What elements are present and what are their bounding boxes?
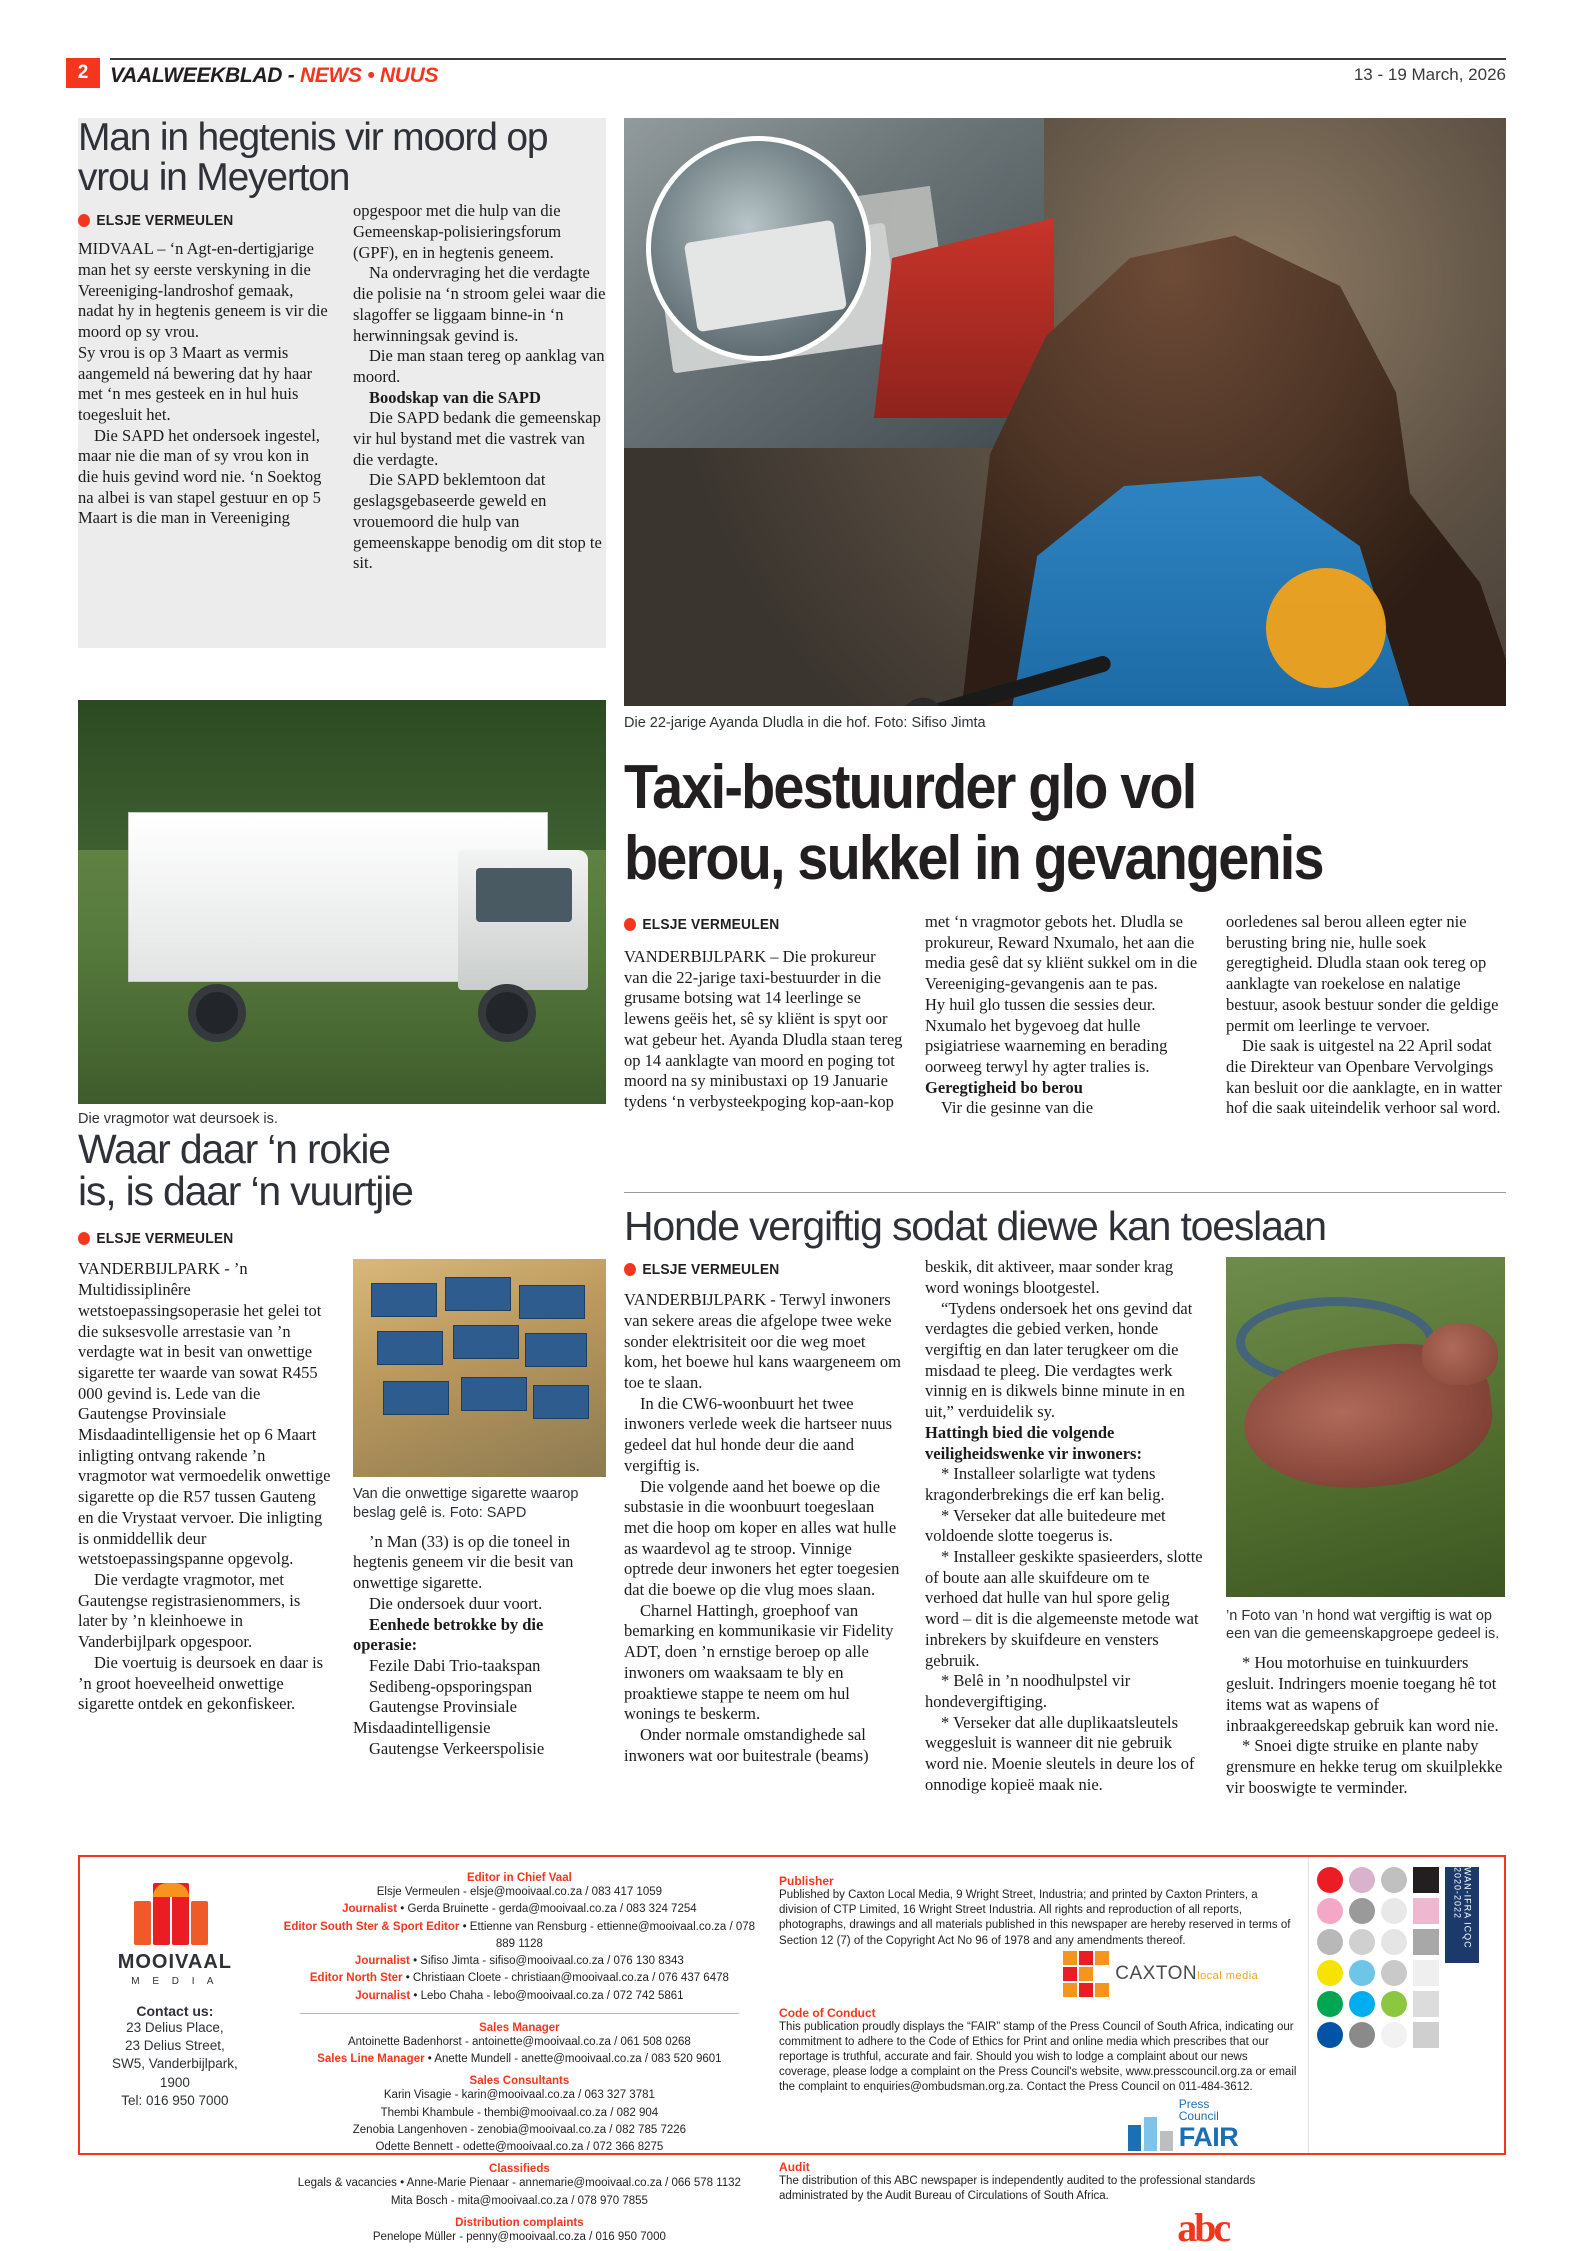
press-council-fair: FAIR <box>1178 2121 1239 2152</box>
footer-conduct-heading: Code of Conduct <box>779 2005 876 2020</box>
article-4-tip-3: * Installeer geskikte spasieerders, slotte of boute aan alle skuifdeure om te verhoed dat hulle van hul spore gelig word – dit is die algemeenste metode wat inbrekers by skuifdeure en vensters gebruik. <box>925 1547 1203 1670</box>
footer-audit-heading: Audit <box>779 2160 810 2175</box>
article-1-headline: Man in hegtenis vir moord op vrou in Meyerton <box>78 116 548 200</box>
cigarette-carton <box>453 1325 519 1359</box>
article-4-p6: beskik, dit aktiveer, maar sonder krag word wonings blootgestel. <box>925 1257 1174 1297</box>
footer-staff-text: • Anette Mundell - anette@mooivaal.co.za / 083 520 9601 <box>424 2053 722 2065</box>
footer-contact-line-1: 23 Delius Place, <box>126 2020 224 2035</box>
swatch-column <box>1317 1867 1343 2143</box>
article-2-p2: met ‘n vragmotor gebots het. Dludla se prokureur, Reward Nxumalo, het aan die media gesê dat sy kliënt sukkel om in die Vereeniging-gevangenis aan te pas. <box>925 912 1198 994</box>
article-1-subhead: Boodskap van die SAPD <box>369 387 541 407</box>
article-1-p5: Na ondervraging het die verdagte die polisie na ‘n stroom gelei waar die slagoffer se liggaam binne-in ‘n herwinningsak gevind is. <box>353 263 606 345</box>
cigarette-carton <box>371 1283 437 1317</box>
article-4-tip-6: * Hou motorhuise en tuinkuurders gesluit. Indringers moenie toegang hê tot items wat as wapens of inbraakgereedskap gebruik kan word nie. <box>1226 1653 1499 1735</box>
article-3-p2: Die verdagte vragmotor, met Gautengse registrasienommers, is later by ’n kleinhoewe in Vanderbijlpark opgespoor. <box>78 1569 301 1652</box>
cigarette-carton <box>377 1331 443 1365</box>
masthead-rule <box>110 58 1506 92</box>
article-4-photo-caption: ’n Foto van ’n hond wat vergiftig is wat op een van die gemeenskapgroepe gedeel is. <box>1226 1608 1500 1643</box>
article-3-photo-caption: Van die onwettige sigarette waarop beslag gelê is. Foto: SAPD <box>353 1486 579 1521</box>
colour-swatch <box>1349 1960 1375 1986</box>
bullet-icon <box>78 1232 90 1245</box>
article-1-column-2 <box>353 201 606 574</box>
article-4-headline: Honde vergiftig sodat diewe kan toeslaan <box>624 1203 1326 1249</box>
colour-swatch <box>1317 1929 1343 1955</box>
article-3-subhead: Eenhede betrokke by die operasie: <box>353 1614 544 1655</box>
mooivaal-logo-subtitle: M E D I A <box>131 1976 219 1987</box>
colour-swatch <box>1317 1991 1343 2017</box>
footer-staff-row <box>276 1884 763 1901</box>
footer-logo-block <box>80 1857 270 2153</box>
article-1-p7: Die SAPD bedank die gemeenskap vir hul bystand met die vastrek van die verdagte. <box>353 408 601 469</box>
colour-swatch <box>1317 1867 1343 1893</box>
footer-consultants-heading: Sales Consultants <box>469 2075 570 2088</box>
footer-staff-role: Editor North Ster <box>309 1972 403 1985</box>
colour-swatch <box>1349 1991 1375 2017</box>
article-2-divider <box>624 1192 1506 1193</box>
footer-staff-row <box>276 2051 763 2068</box>
footer-divider <box>300 2013 739 2014</box>
colour-swatch <box>1381 1867 1407 1893</box>
article-1-byline <box>78 212 564 229</box>
article-4-tip-4: * Belê in ’n noodhulpstel vir hondevergiftiging. <box>925 1671 1131 1711</box>
footer-contact-heading: Contact us: <box>136 2003 214 2019</box>
publication-title <box>110 64 438 88</box>
article-4-tip-2: * Verseker dat alle buitedeure met voldoende slotte toegerus is. <box>925 1505 1166 1546</box>
footer-contact-line-5: Tel: 016 950 7000 <box>121 2092 229 2108</box>
colour-swatch <box>1381 1991 1407 2017</box>
footer-staff-row: Thembi Khambule - thembi@mooivaal.co.za / 082 904 <box>380 2106 659 2119</box>
article-2-column-2 <box>925 912 1204 1119</box>
footer-staff-row: Karin Visagie - karin@mooivaal.co.za / 063 327 3781 <box>383 2089 655 2102</box>
article-4-column-1 <box>624 1290 903 1798</box>
article-4-tip-5: * Verseker dat alle duplikaatsleutels weggesluit is wanneer dit nie gebruik word nie. Moenie sleutels in deure los of onnodige kopieë maak nie. <box>925 1712 1195 1794</box>
footer-contact-line-4: 1900 <box>159 2074 190 2090</box>
article-1-p8: Die SAPD beklemtoon dat geslagsgebaseerde geweld en vrouemoord die hulp van gemeenskappe benodig om dit stop te sit. <box>353 470 602 573</box>
article-3-column-2 <box>353 1259 606 1759</box>
bullet-icon <box>624 918 636 931</box>
footer-sales-heading: Sales Manager <box>479 2021 560 2034</box>
article-4-p5: Onder normale omstandighede sal inwoners wat oor buitestrale (beams) <box>624 1724 869 1765</box>
publication-title-red: NEWS • NUUS <box>299 64 439 87</box>
article-1 <box>78 118 606 574</box>
colour-swatch <box>1317 2022 1343 2048</box>
article-1-p1: MIDVAAL – ‘n Agt-en-dertigjarige man het sy eerste verskyning in die Vereeniging-landroshof gemaak, nadat hy in hegtenis geneem is vir die moord op sy vrou. <box>78 239 328 342</box>
colour-swatch <box>1317 1898 1343 1924</box>
hero-photo-caption: Die 22-jarige Ayanda Dludla in die hof. Foto: Sifiso Jimta <box>624 715 986 731</box>
footer-staff-role: Sales Line Manager <box>317 2053 425 2065</box>
mooivaal-logo-icon <box>132 1871 218 1945</box>
footer-staff-row: Odette Bennett - odette@mooivaal.co.za / 072 366 8275 <box>375 2141 664 2153</box>
truck-photo <box>78 700 606 1104</box>
article-3-headline-line2: is, is daar ‘n vuurtjie <box>78 1168 413 1215</box>
poisoned-dog-photo <box>1226 1257 1505 1597</box>
article-3-column-2-text <box>353 1532 606 1760</box>
issue-date: 13 - 19 March, 2026 <box>1353 65 1506 84</box>
article-4-p4: Charnel Hattingh, groephoof van bemarking en kommunikasie vir Fidelity ADT, doen ’n ernstige beroep op alle inwoners om waaksaam te bly en proaktiewe stappe te neem om hul wonings te beskerm. <box>624 1600 894 1724</box>
footer-publisher-heading: Publisher <box>779 1874 834 1888</box>
article-3-unit-3: Gautengse Provinsiale Misdaadintelligensie <box>353 1697 518 1738</box>
article-3-headline-line1: Waar daar ‘n rokie <box>78 1126 390 1172</box>
colour-swatch <box>1413 1867 1439 1893</box>
article-1-p2: Sy vrou is op 3 Maart as vermis aangemeld ná bewering dat hy haar met ‘n mes gesteek en in hul huis toegesluit het. <box>78 342 313 424</box>
footer-staff-role: Editor South Ster & Sport Editor <box>283 1920 460 1933</box>
footer-audit-text: The distribution of this ABC newspaper is independently audited to the professional standards administrated by the Audit Bureau of Circulations of South Africa. <box>779 2175 1256 2203</box>
press-council-bars-icon <box>1128 2117 1173 2151</box>
article-1-p4: opgespoor met die hulp van die Gemeenskap-polisieringsforum (GPF), en in hegtenis geneem. <box>353 201 562 262</box>
article-4-p7: “Tydens ondersoek het ons gevind dat verdagtes die gebied verken, honde vergiftig en dan later terugkeer om die misdaad te pleeg. Die verdagtes werk vinnig en is dikwels binne minute in en uit,” verduidelik sy. <box>925 1298 1193 1422</box>
colour-swatch <box>1317 1960 1343 1986</box>
article-2-p1: VANDERBIJLPARK – Die prokureur van die 22-jarige taxi-bestuurder in die grusame botsing wat 14 leerlinge se lewens geëis het, sê sy kliënt is spyt oor wat gebeur het. Ayanda Dludla staan tereg op 14 aanklagte van moord en poging tot moord na sy minibustaxi op 19 Januarie tydens ‘n verbysteekpoging kop-aan-kop <box>624 947 903 1111</box>
article-4-tip-1: * Installeer solarligte wat tydens kragonderbrekings die erf kan belig. <box>925 1464 1165 1504</box>
hero-photo-inset-crash <box>646 136 871 361</box>
footer-staff-role: Journalist <box>342 1903 398 1916</box>
article-2-p3: Hy huil glo tussen die sessies deur. Nxumalo het bygevoeg dat hulle psigiatriese waarneming en berading oorweeg terwyl hy agter tralies is. <box>925 994 1168 1076</box>
mooivaal-logo-name: MOOIVAAL <box>117 1951 233 1973</box>
article-1-byline-name: ELSJE VERMEULEN <box>96 212 234 230</box>
footer-distribution-heading: Distribution complaints <box>455 2216 584 2229</box>
article-3-unit-1: Fezile Dabi Trio-taakspan <box>369 1655 541 1675</box>
article-2-column-1 <box>624 947 903 1119</box>
footer-staff-text: • Lebo Chaha - lebo@mooivaal.co.za / 072 742 5861 <box>410 1989 684 2002</box>
article-2-headline-line1: Taxi-bestuurder glo vol <box>624 753 1196 822</box>
footer-staff-row <box>276 2034 763 2051</box>
footer-colour-bar <box>1308 1857 1504 2153</box>
cigarette-carton <box>525 1333 587 1367</box>
cigarette-carton <box>519 1285 585 1319</box>
bullet-icon <box>78 214 90 227</box>
footer-staff-text: • Ettienne van Rensburg - ettienne@mooivaal.co.za / 078 889 1128 <box>459 1920 756 1950</box>
article-2-p4: Vir die gesinne van die <box>941 1098 1094 1118</box>
colour-swatch <box>1349 2022 1375 2048</box>
footer-staff-role: Journalist <box>354 1955 410 1967</box>
article-2-headline-line2: berou, sukkel in gevangenis <box>624 824 1323 893</box>
truck-photo-caption: Die vragmotor wat deursoek is. <box>78 1111 278 1127</box>
article-2-p5: oorledenes sal berou alleen egter nie berusting bring nie, hulle soek geregtigheid. Dludla staan ook tereg op aanklagte van roekelose en nalatige bestuur, asook bestuur sonder die geldige permit om leerlinge te vervoer. <box>1226 912 1499 1035</box>
footer-staff-row: Legals & vacancies • Anne-Marie Pienaar - annemarie@mooivaal.co.za / 066 578 1132 <box>297 2177 741 2190</box>
footer-staff-row: Penelope Müller - penny@mooivaal.co.za / 016 950 7000 <box>372 2230 666 2243</box>
abc-logo: abc <box>1177 2205 1229 2251</box>
footer-staff-text: • Sifiso Jimta - sifiso@mooivaal.co.za / 076 130 8343 <box>409 1955 684 1967</box>
article-3-p4: ’n Man (33) is op die toneel in hegtenis geneem vir die besit van onwettige sigarette. <box>353 1531 574 1593</box>
press-council-line-1: Press <box>1178 2096 1210 2111</box>
footer-staff-block <box>270 1857 769 2243</box>
article-3-p3: Die voertuig is deursoek en daar is ’n groot hoeveelheid onwettige sigarette ontdek en gekonfiskeer. <box>78 1652 324 1714</box>
footer-staff-row <box>276 1970 763 1987</box>
article-4-p1: VANDERBIJLPARK - Terwyl inwoners van sekere areas die afgelope twee weke sonder elektrisiteit oor die weg moet kom, het boewe hul kans waargeneem om toe te slaan. <box>624 1290 901 1393</box>
colour-swatch <box>1349 1898 1375 1924</box>
article-4-byline-name: ELSJE VERMEULEN <box>642 1261 780 1279</box>
footer-staff-row: Mita Bosch - mita@mooivaal.co.za / 078 970 7855 <box>390 2194 648 2207</box>
footer-legal-block <box>769 1857 1308 2251</box>
caxton-logo <box>779 1951 1258 1997</box>
swatch-column <box>1349 1867 1375 2143</box>
dog-photo-head <box>1422 1323 1498 1385</box>
footer-staff-role: Journalist <box>355 1989 411 2002</box>
footer-staff-row <box>276 1901 763 1918</box>
press-council-line-2: Council <box>1178 2109 1219 2124</box>
footer-staff-row <box>276 1919 763 1954</box>
colour-swatch <box>1381 2022 1407 2048</box>
page-number: 2 <box>66 58 100 88</box>
footer-staff-row: Zenobia Langenhoven - zenobia@mooivaal.co.za / 082 785 7226 <box>352 2123 687 2136</box>
caxton-sub: local media <box>1197 1969 1259 1982</box>
footer-staff-row <box>276 1988 763 2005</box>
footer-staff-text: • Christiaan Cloete - christiaan@mooivaal.co.za / 076 437 6478 <box>402 1972 729 1985</box>
article-3-p1: VANDERBIJLPARK - ’n Multidissiplinêre wetstoepassingsoperasie het gelei tot die suksesvolle arrestasie van ’n verdagte wat in besit van onwettige sigarette ter waarde van sowat R455 000 gevind is. Lede van die Gautengse Provinsiale Misdaadintelligensie het op 6 Maart inligting ontvang rakende ’n vragmotor wat vermoedelik onwettige sigarette op die R57 tussen Gauteng en die Vrystaat vervoer. Die inligting is onmiddellik deur wetstoepassingspanne opgevolg. <box>78 1259 331 1569</box>
footer-classifieds-heading: Classifieds <box>489 2163 550 2176</box>
caxton-mark-icon <box>1063 1951 1109 1997</box>
footer-editorial-heading: Editor in Chief Vaal <box>466 1872 572 1884</box>
article-2-subhead: Geregtigheid bo berou <box>925 1077 1083 1097</box>
colour-swatch <box>1413 1960 1439 1986</box>
caxton-wordmark <box>1115 1963 1258 1985</box>
footer-conduct-text: This publication proudly displays the “FAIR” stamp of the Press Council of South Africa, indicating our commitment to adhere to the Code of Ethics for Print and online media which prescribes that our reportage is truthful, accurate and fair. Should you wish to lodge a complaint about our news coverage, please lodge a complaint on the Press Council's website, www.presscouncil.org.za or email the complaint to enquiries@ombudsman.org.za. Contact the Press Council on 011-484-3612. <box>779 2020 1297 2094</box>
bullet-icon <box>624 1263 636 1276</box>
swatch-column <box>1413 1867 1439 2143</box>
colour-swatch <box>1413 1898 1439 1924</box>
article-2-byline <box>624 916 1435 933</box>
caxton-name: CAXTON <box>1115 1962 1198 1984</box>
article-4-column-2 <box>925 1257 1204 1798</box>
footer-publisher-text: Published by Caxton Local Media, 9 Wright Street, Industria; and printed by Caxton Printers, a division of CTP Limited, 16 Wright Street Industria. All rights and reproduction of all reports, photographs, drawings and all materials published in this newspaper are hereby reserved in terms of Section 12 (7) of the Copyright Act No 96 of 1978 and any amendments thereof. <box>779 1889 1291 1947</box>
footer-staff-text: Elsje Vermeulen - elsje@mooivaal.co.za / 083 417 1059 <box>376 1886 663 1898</box>
article-1-column-1 <box>78 239 331 574</box>
footer-contact-line-2: 23 Delius Street, <box>124 2038 225 2054</box>
article-3-unit-2: Sedibeng-opsporingspan <box>369 1676 533 1696</box>
cigarette-carton <box>461 1377 527 1411</box>
cigarette-carton <box>533 1385 589 1419</box>
article-4 <box>624 1205 1506 1798</box>
article-1-p6: Die man staan tereg op aanklag van moord. <box>353 346 605 386</box>
footer-staff-text: • Gerda Bruinette - gerda@mooivaal.co.za / 083 324 7254 <box>397 1903 697 1916</box>
colour-swatch <box>1381 1898 1407 1924</box>
article-3-column-1 <box>78 1259 331 1759</box>
truck-photo-wheel-front <box>478 984 536 1042</box>
article-2-p6: Die saak is uitgestel na 22 April sodat die Direkteur van Openbare Vervolgings kan besluit oor die aanklagte, en in watter hof die saak uiteindelik verhoor sal word. <box>1226 1036 1502 1118</box>
colour-swatch <box>1349 1929 1375 1955</box>
colour-swatch <box>1349 1867 1375 1893</box>
press-council-wordmark <box>1179 2098 1239 2152</box>
footer-contact-line-3: SW5, Vanderbijlpark, <box>111 2056 238 2072</box>
cigarette-seizure-photo <box>353 1259 606 1477</box>
cigarette-carton <box>445 1277 511 1311</box>
colour-swatch <box>1381 1960 1407 1986</box>
colour-swatch <box>1413 2022 1439 2048</box>
swatch-column <box>1381 1867 1407 2143</box>
article-2 <box>624 752 1506 1119</box>
article-3-byline-name: ELSJE VERMEULEN <box>96 1230 234 1248</box>
footer-staff-row <box>276 1953 763 1970</box>
wan-ifra-badge: WAN-IFRA ICQC 2020-2022 <box>1445 1867 1479 1963</box>
footer-imprint-panel <box>78 1855 1506 2251</box>
article-2-byline-name: ELSJE VERMEULEN <box>642 916 780 933</box>
colour-swatch <box>1413 1929 1439 1955</box>
footer-staff-text: Antoinette Badenhorst - antoinette@mooivaal.co.za / 061 508 0268 <box>347 2035 691 2048</box>
cigarette-carton <box>383 1381 449 1415</box>
article-4-subhead: Hattingh bied die volgende veiligheidswenke vir inwoners: <box>925 1422 1142 1463</box>
truck-photo-wheel-rear <box>188 984 246 1042</box>
article-1-p3: Die SAPD het ondersoek ingestel, maar nie die man of sy vrou kon in die huis gevind word nie. ‘n Soektog na albei is van stapel gestuur en op 5 Maart is die man in Vereeniging <box>78 425 322 528</box>
hero-photo-court <box>624 118 1506 706</box>
article-4-tip-7: * Snoei digte struike en plante naby grensmure en hekke terug om skuilplekke vir booswigte te verminder. <box>1226 1736 1503 1797</box>
hero-photo-logo-badge <box>1266 568 1386 688</box>
article-3-p5: Die ondersoek duur voort. <box>369 1593 543 1613</box>
article-4-column-3 <box>1226 1257 1505 1798</box>
article-3-byline <box>78 1230 564 1247</box>
article-4-p2: In die CW6-woonbuurt het twee inwoners verlede week die hartseer nuus gedeel dat hul honde deur die aand vergiftig is. <box>624 1393 893 1475</box>
article-3 <box>78 1128 606 1759</box>
article-3-columns <box>78 1259 606 1759</box>
press-council-logo <box>779 2098 1238 2152</box>
article-4-p3: Die volgende aand het boewe op die substasie in die woonbuurt toegeslaan met die hoop om koper en alles wat hulle as waardevol ag te stroop. Vinnige optrede deur inwoners het egter toegesien dat die boewe op die vlug moes slaan. <box>624 1476 900 1600</box>
truck-photo-windscreen <box>476 868 572 922</box>
article-3-unit-4: Gautengse Verkeerspolisie <box>369 1738 545 1758</box>
article-2-column-3 <box>1226 912 1505 1119</box>
masthead <box>66 58 1506 92</box>
article-4-column-3-text <box>1226 1653 1505 1798</box>
colour-swatch <box>1381 1929 1407 1955</box>
publication-title-black: VAALWEEKBLAD - <box>110 64 300 87</box>
colour-swatch <box>1413 1991 1439 2017</box>
